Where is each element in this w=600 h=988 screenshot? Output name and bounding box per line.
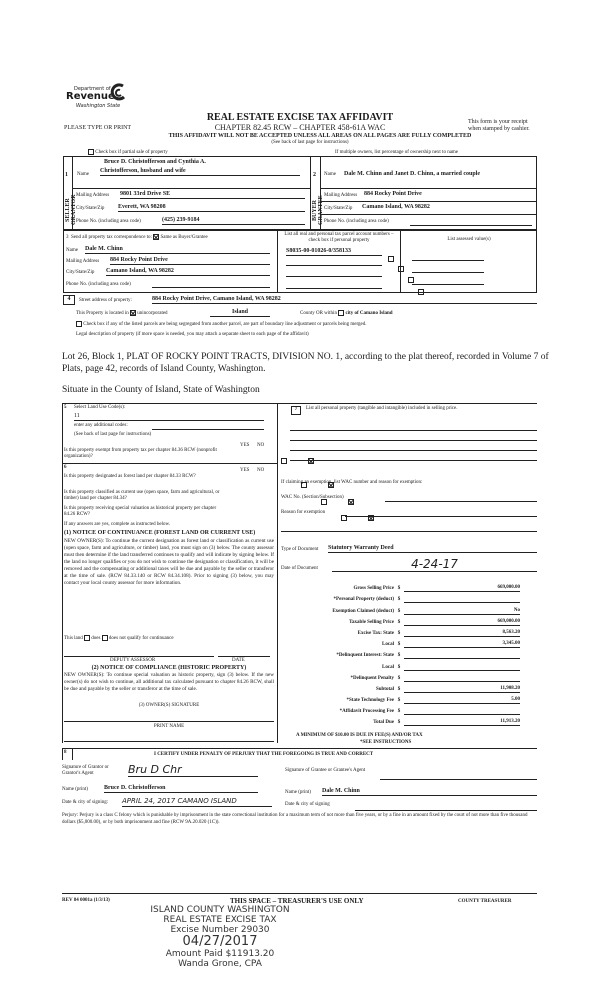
exemption-claimed-value[interactable]: No	[404, 608, 520, 615]
s5-see-back: (See back of last page for instructions)	[74, 432, 152, 437]
located-row: This Property is located in unincorporated	[76, 311, 168, 317]
stamp-date: 04/27/2017	[182, 934, 258, 949]
s3-phone-label: Phone No. (including area code)	[66, 282, 131, 287]
owner-signature-label: (3) OWNER(S) SIGNATURE	[138, 703, 200, 708]
tax-row-total-due: Total Due $ 11,913.20	[373, 719, 520, 726]
seller-city-label: City/State/Zip	[76, 206, 105, 211]
reason-field[interactable]	[345, 515, 537, 517]
tax-row-delinquent-interest-local: Local $	[281, 659, 541, 670]
tax-row-exemption: Exemption Claimed (deduct) $ No	[332, 607, 520, 614]
total-due-value[interactable]: 11,913.20	[404, 719, 520, 726]
state-technology-fee-value[interactable]: 5.00	[404, 697, 520, 704]
s6-yes: YES	[240, 468, 250, 473]
print-name-label: PRINT NAME	[153, 724, 185, 729]
s3-mailing-label: Mailing Address	[66, 259, 100, 264]
stamp-excise-number: Excise Number 29030	[170, 925, 270, 935]
dor-logo	[64, 82, 134, 112]
tax-row-gross: Gross Selling Price $ 669,000.00	[353, 585, 520, 592]
legal-label: Legal description of property (if more space is needed, you may attach a separate sheet to each page of the affidavit)	[76, 332, 309, 337]
grantee-name-field[interactable]: Dale M. Chinn	[322, 788, 537, 796]
personal-property-value[interactable]	[404, 596, 520, 603]
logo-dept-text: Department of	[74, 86, 111, 92]
receipt-note-2: when stamped by cashier.	[468, 126, 530, 132]
if-yes-note: If any answers are yes, complete as instructed below.	[64, 522, 171, 527]
historic-question: Is this property receiving special valuation as historical property per chapter 84.26 RCW?	[64, 506, 217, 517]
logo-state-text: Washington State	[76, 103, 121, 109]
doc-date-label: Date of Document	[281, 566, 318, 571]
s6-no: NO	[257, 468, 265, 473]
notice1-body: NEW OWNER(S): To continue the current designation as forest land or classification as current use (open space, farm and agriculture, or timber) land, you must sign on (3) below. The county assessor must then determine if the land transferred continues to qualify and will indicate by signing below. If the land no longer qualifies or you do not wish to continue the designation or classification, it will be removed and the compensating or additional taxes will be due and payable by the seller or transferor at the time of sale. (RCW 84.33.140 or RCW 84.34.108). Prior to signing (3) below, you may contact your local county assessor for more information.	[64, 538, 274, 586]
tax-row-subtotal: Subtotal $ 11,908.20	[375, 685, 520, 692]
county-field[interactable]: Island	[210, 309, 270, 317]
notice1-title: (1) NOTICE OF CONTINUANCE (FOREST LAND OR CURRENT USE)	[64, 530, 256, 536]
parcel-number-2[interactable]	[286, 264, 382, 266]
perjury-notice: Perjury: Perjury is a class C felony which is punishable by imprisonment in the state correctional institution for a maximum term of not more than five years, or by a fine in an amount fixed by the court of not more than five thousand dollars ($5,000.00), or by both imprisonment and fine (RCW 9A.20.020 (1C)).	[62, 813, 528, 825]
grantee-date-label: Date & city of signing	[285, 802, 330, 807]
continuance-row: This land does does not qualify for continuance	[64, 636, 174, 642]
see-back-note: (See back of last page for instructions)	[271, 140, 349, 145]
tax-row-affidavit-fee: *Affidavit Processing Fee $	[281, 704, 541, 715]
seller-side-label: SELLER GRANTOR	[65, 194, 77, 226]
seller-phone-label: Phone No. (including area code)	[76, 219, 141, 224]
subtotal-value[interactable]: 11,908.20	[404, 686, 520, 693]
assessed-value-1[interactable]	[412, 259, 484, 261]
doc-type-field[interactable]: Statutory Warranty Deed	[328, 545, 537, 553]
buyer-section-num: 2	[313, 172, 316, 178]
tax-row-personal-property: *Personal Property (deduct) $	[281, 592, 541, 603]
tax-row-tech-fee: *State Technology Fee $ 5.00	[346, 697, 520, 704]
reason-label: Reason for exemption	[281, 510, 326, 515]
chapter-ref: CHAPTER 82.45 RCW – CHAPTER 458-61A WAC	[214, 123, 386, 132]
buyer-name-label: Name	[324, 172, 336, 177]
additional-codes-field[interactable]	[152, 428, 264, 430]
situate-text: Situate in the County of Island, State of Washington	[62, 385, 260, 395]
street-label: Street address of property:	[79, 298, 132, 303]
unincorporated-checkbox[interactable]	[130, 310, 136, 316]
treasurer-stamp	[140, 905, 300, 969]
logo-revenue-text: Revenue	[66, 91, 115, 102]
current-use-no-checkbox[interactable]	[348, 499, 354, 505]
personal-property-line-1[interactable]	[290, 429, 537, 431]
s3-name-label: Name	[66, 248, 78, 253]
seller-name-label: Name	[77, 172, 89, 177]
does-qualify-checkbox[interactable]	[84, 635, 90, 641]
county-treasurer-label: COUNTY TREASURER	[458, 899, 512, 904]
affidavit-processing-fee-value[interactable]	[404, 708, 520, 715]
tax-row-delinquent-penalty: *Delinquent Penalty $	[281, 671, 541, 682]
deputy-assessor-line[interactable]	[64, 655, 214, 657]
delinquent-penalty-value[interactable]	[404, 675, 520, 682]
seller-mailing-field[interactable]: 9801 33rd Drive SE	[120, 191, 305, 199]
section7-num: 7	[291, 406, 301, 415]
doc-date-field[interactable]: 4-24-17	[332, 558, 537, 572]
minimum-due-note: A MINIMUM OF $10.00 IS DUE IN FEE(S) AND/OR TAX	[296, 733, 423, 738]
assessed-header: List assessed value(s)	[447, 237, 491, 242]
delinquent-interest-local-value[interactable]	[404, 664, 520, 671]
deputy-assessor-label: DEPUTY ASSESSOR	[110, 658, 156, 663]
grantee-name-label: Name (print)	[285, 790, 311, 795]
tax-row-taxable: Taxable Selling Price $ 669,000.00	[349, 618, 520, 625]
does-not-qualify-checkbox[interactable]	[102, 635, 108, 641]
city-row: County OR within city of Camano Island	[300, 311, 393, 317]
notice2-body: NEW OWNER(S): To continue special valuation as historic property, sign (3) below. If the new owner(s) do not wish to continue, all additional tax calculated pursuant to chapter 84.26 RCW, shall be due and payable by the seller or transferor at the time of sale.	[64, 672, 274, 692]
assessor-date-label: DATE	[232, 658, 245, 663]
s5-yes: YES	[240, 443, 250, 448]
gross-selling-price-value[interactable]: 669,000.00	[404, 585, 520, 592]
form-revision: REV 84 0001a (1/3/13)	[62, 898, 110, 903]
receipt-note-1: This form is your receipt	[468, 119, 528, 125]
buyer-phone-field[interactable]	[410, 218, 532, 226]
land-use-code-field[interactable]: 11	[74, 413, 264, 421]
dor-swirl-icon	[108, 82, 128, 102]
partial-sale-checkbox[interactable]	[88, 149, 94, 155]
buyer-phone-label: Phone No. (including area code)	[324, 219, 389, 224]
legal-description: Lot 26, Block 1, PLAT OF ROCKY POINT TRACTS, DIVISION NO. 1, according to the plat thereof, recorded in Volume 7 of Plats, page 42, records of Island County, Washington.	[62, 352, 549, 374]
section4-num: 4	[63, 295, 75, 305]
parcel-4-personal-checkbox[interactable]	[418, 289, 424, 295]
see-instructions-note: *SEE INSTRUCTIONS	[360, 740, 412, 745]
excise-tax-state-value[interactable]: 8,563.20	[404, 630, 520, 637]
stamp-amount-paid: Amount Paid $11913.20	[165, 949, 275, 959]
treasurer-use-heading: THIS SPACE – TREASURER'S USE ONLY	[230, 897, 364, 905]
personal-property-line-2[interactable]	[290, 439, 537, 441]
reason-field-2[interactable]	[281, 530, 537, 532]
grantee-signature-label: Signature of Grantee or Grantee's Agent	[285, 768, 366, 773]
buyer-side-label: BUYER GRANTEE	[312, 195, 324, 225]
personal-property-line-3[interactable]	[290, 449, 537, 451]
additional-codes-label: enter any additional codes:	[74, 423, 128, 428]
tax-row-excise-local: Local $ 3,345.00	[382, 641, 520, 648]
parcel-number-1[interactable]: S8035-00-01026-0/358133	[286, 248, 382, 256]
seller-city-field[interactable]: Everett, WA 98208	[118, 204, 305, 212]
grantee-signature-field[interactable]	[380, 778, 537, 780]
buyer-mailing-label: Mailing Address	[324, 193, 358, 198]
notice2-title: (2) NOTICE OF COMPLIANCE (HISTORIC PROPERTY)	[91, 665, 247, 671]
personal-property-label: List all personal property (tangible and intangible) included in selling price.	[306, 406, 458, 411]
assessed-value-3[interactable]	[412, 283, 484, 285]
within-city-checkbox[interactable]	[338, 310, 344, 316]
buyer-mailing-field[interactable]: 884 Rocky Point Drive	[364, 191, 422, 197]
wac-label: WAC No. (Section/Subsection)	[281, 495, 344, 500]
delinquent-interest-state-value[interactable]	[404, 652, 520, 659]
s3-phone-field[interactable]	[152, 281, 270, 288]
same-as-buyer-checkbox[interactable]	[153, 234, 159, 240]
grantor-date-field[interactable]: APRIL 24, 2017 CAMANO ISLAND	[122, 797, 272, 807]
tax-calculation-table	[281, 581, 541, 726]
parcel-number-3[interactable]	[286, 275, 382, 277]
stamp-signer: Wanda Grone, CPA	[178, 959, 262, 969]
please-type: PLEASE TYPE OR PRINT	[64, 125, 132, 131]
doc-type-label: Type of Document	[281, 547, 319, 552]
s3-name-field[interactable]: Dale M. Chinn	[85, 246, 270, 254]
section6-num: 6	[64, 465, 67, 470]
exempt-question: Is this property exempt from property tax per chapter 84.36 RCW (nonprofit organization)?	[64, 448, 217, 459]
multiple-owners-note: If multiple owners, list percentage of ownership next to name	[335, 150, 459, 155]
wac-field[interactable]	[385, 500, 537, 502]
grantor-signature-label: Signature of Grantor or Grantor's Agent	[62, 765, 109, 776]
tax-row-excise-state: Excise Tax: State $ 8,563.20	[357, 629, 520, 636]
exempt-yes-checkbox[interactable]	[281, 458, 287, 464]
seller-phone-field[interactable]: (425) 239-9184	[162, 217, 305, 225]
street-address-field[interactable]: 884 Rocky Point Drive, Camano Island, WA 98282	[152, 296, 537, 304]
grantor-name-field[interactable]: Bruce D. Christofferson	[104, 785, 258, 793]
stamp-county: ISLAND COUNTY WASHINGTON	[150, 905, 290, 915]
stamp-tax-type: REAL ESTATE EXCISE TAX	[163, 915, 277, 925]
print-name-line[interactable]	[64, 740, 274, 742]
segregated-checkbox[interactable]	[76, 321, 82, 327]
buyer-city-field[interactable]: Camano Island, WA 98282	[362, 204, 430, 210]
grantee-date-field[interactable]	[355, 809, 537, 811]
exemption-label: If claiming an exemption, list WAC number and reason for exemption:	[281, 480, 423, 485]
certify-statement: I CERTIFY UNDER PENALTY OF PERJURY THAT THE FOREGOING IS TRUE AND CORRECT	[154, 752, 374, 757]
assessed-value-2[interactable]	[412, 271, 484, 273]
parcel-1-personal-checkbox[interactable]	[388, 256, 394, 262]
personal-property-line-4[interactable]	[290, 459, 537, 461]
grantor-date-label: Date & city of signing:	[62, 800, 109, 805]
s3-mailing-field[interactable]: 884 Rocky Point Drive	[110, 257, 270, 265]
taxable-selling-price-value[interactable]: 669,000.00	[404, 619, 520, 626]
seller-name-line1: Bruce D. Christofferson and Cynthia A.	[104, 159, 206, 165]
s3-city-field[interactable]: Camano Island, WA 98282	[106, 268, 270, 276]
grantor-signature-field[interactable]: Bru D Chr	[128, 763, 258, 777]
buyer-name-field[interactable]: Dale M. Chinn and Janet D. Chinn, a married couple	[344, 171, 481, 177]
current-use-question: Is this property classified as current use (open space, farm and agricultural, or timber) land per chapter 84.34?	[64, 490, 220, 501]
land-use-label: Select Land Use Code(s):	[74, 405, 126, 410]
assessor-date-line[interactable]	[218, 655, 270, 657]
seller-name-line2[interactable]: Christofferson, husband and wife	[100, 168, 300, 176]
s5-no: NO	[257, 443, 265, 448]
parcel-number-4[interactable]	[286, 287, 382, 289]
section8-num: 8	[64, 750, 67, 755]
s3-city-label: City/State/Zip	[66, 270, 95, 275]
section5-num: 5	[64, 405, 67, 410]
excise-tax-local-value[interactable]: 3,345.00	[404, 641, 520, 648]
parcel-2-personal-checkbox[interactable]	[398, 266, 404, 272]
partial-sale-label: Check box if partial sale of property	[95, 150, 168, 156]
correspondence-row: 3 Send all property tax correspondence to: Same as Buyer/Grantee	[66, 235, 208, 241]
completion-warning: THIS AFFIDAVIT WILL NOT BE ACCEPTED UNLESS ALL AREAS ON ALL PAGES ARE FULLY COMPLETED	[168, 133, 472, 139]
grantor-name-label: Name (print)	[62, 787, 88, 792]
parcel-header: List all real and personal tax parcel account numbers – check box if personal property	[284, 232, 394, 243]
tax-row-delinquent-interest-state: *Delinquent Interest: State $	[281, 648, 541, 659]
owner-signature-line[interactable]	[64, 720, 274, 722]
form-title: REAL ESTATE EXCISE TAX AFFIDAVIT	[206, 112, 394, 123]
forest-question: Is this property designated as forest land per chapter 84.33 RCW?	[64, 474, 196, 479]
seller-mailing-label: Mailing Address	[76, 193, 110, 198]
buyer-city-label: City/State/Zip	[324, 206, 353, 211]
seller-section-num: 1	[65, 172, 68, 178]
segregated-row: Check box if any of the listed parcels are being segregated from another parcel, are part of boundary line adjustment or parcels being merged.	[76, 321, 367, 328]
